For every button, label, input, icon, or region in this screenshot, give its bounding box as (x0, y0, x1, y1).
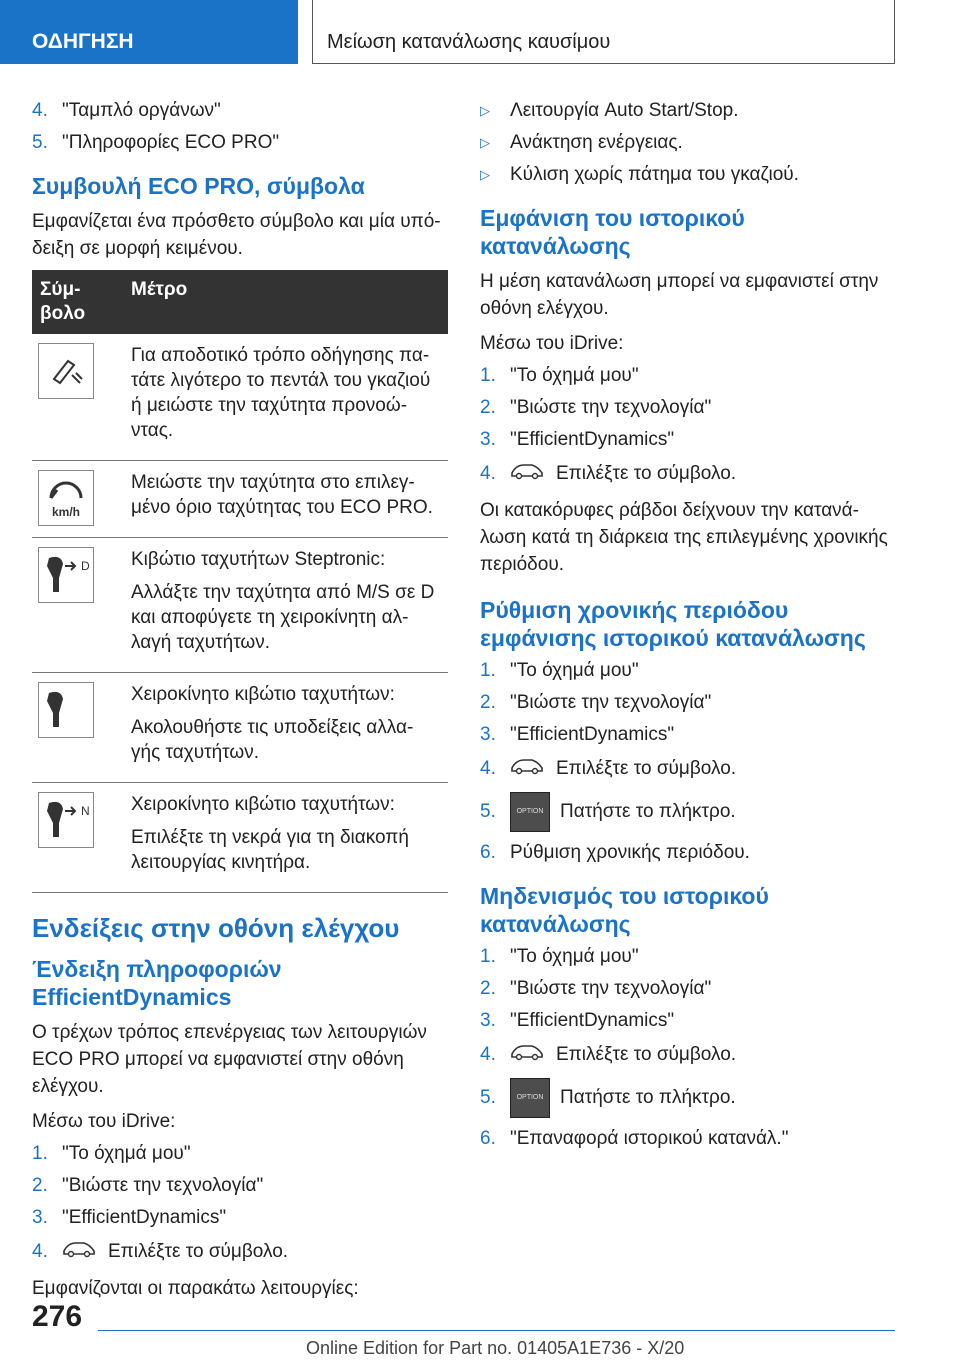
table-row (32, 538, 448, 673)
steps-list-reset (480, 946, 896, 1150)
list-item (480, 756, 896, 782)
paragraph-via-right: Μέσω του iDrive: (480, 333, 624, 354)
chapter-title: Μείωση κατανάλωσης καυσίμου (312, 0, 895, 64)
step-number: 4. (480, 1044, 496, 1065)
step-text: "EfficientDynamics" (510, 429, 675, 450)
measure-text: Ακολουθήστε τις υποδείξεις αλλα-γής ταχυτήτων. (131, 717, 414, 763)
step-number: 3. (480, 429, 496, 450)
list-item (480, 1128, 896, 1150)
list-item (32, 100, 448, 122)
list-item (480, 724, 896, 746)
step-text: "Βιώστε την τεχνολογία" (510, 397, 712, 418)
measure-text: Για αποδοτικό τρόπο οδήγησης πα-τάτε λιγότερο το πεντάλ του γκαζιού ή μειώστε την ταχύτητα προνοώ-ντας. (131, 345, 431, 441)
step-text: "Βιώστε την τεχνολογία" (510, 692, 712, 713)
section-tab: ΟΔΗΓΗΣΗ (0, 0, 298, 64)
measure-text: Μειώστε την ταχύτητα στο επιλεγ-μένο όριο ταχύτητας του ECO PRO. (131, 472, 433, 518)
list-item (32, 1239, 448, 1265)
paragraph-via: Μέσω του iDrive: (32, 1111, 176, 1132)
bullet-item (480, 100, 896, 122)
paragraph-info: Ο τρέχων τρόπος επενέργειας των λειτουργιών ECO PRO μπορεί να εμφανιστεί στην οθόνη ελέγχου. (32, 1022, 427, 1097)
step-number: 5. (32, 132, 48, 153)
step-text: "EfficientDynamics" (62, 1207, 227, 1228)
list-item (480, 692, 896, 714)
list-item (32, 1207, 448, 1229)
step-number: 4. (480, 758, 496, 779)
gear-shift-icon (38, 682, 94, 738)
step-text: Ρύθμιση χρονικής περιόδου. (510, 842, 750, 863)
list-item (480, 461, 896, 487)
table-row (32, 783, 448, 893)
list-item (32, 132, 448, 154)
step-number: 2. (32, 1175, 48, 1196)
step-number: 2. (480, 397, 496, 418)
list-item (480, 1042, 896, 1068)
page-number: 276 (32, 1300, 83, 1333)
car-icon (510, 756, 544, 782)
step-text: "Το όχημά μου" (62, 1143, 191, 1164)
gear-label: N (81, 804, 90, 818)
step-text: Επιλέξτε το σύμβολο. (556, 463, 737, 484)
gear-label: D (81, 559, 90, 573)
steps-list-period (480, 660, 896, 864)
step-text: "EfficientDynamics" (510, 1010, 675, 1031)
bullet-item (480, 132, 896, 154)
list-item (480, 397, 896, 419)
bullet-text: Ανάκτηση ενέργειας. (510, 132, 683, 153)
right-column (480, 100, 896, 1160)
step-number: 3. (32, 1207, 48, 1228)
step-number: 3. (480, 724, 496, 745)
car-icon (510, 461, 544, 487)
heading-reset: Μηδενισμός του ιστορικού κατανάλωσης (480, 883, 769, 937)
step-text: "Ταμπλό οργάνων" (62, 100, 221, 121)
list-item (480, 792, 896, 832)
step-number: 2. (480, 692, 496, 713)
symbols-table (32, 270, 448, 893)
footer-edition: Online Edition for Part no. 01405A1E736 - X/20 (306, 1338, 685, 1358)
heading-symbols: Συμβουλή ECO PRO, σύμβολα (32, 173, 365, 199)
step-text: Επιλέξτε το σύμβολο. (556, 1044, 737, 1065)
heading-info: Ένδειξη πληροφοριών EfficientDynamics (32, 956, 282, 1010)
list-item (480, 1010, 896, 1032)
list-item (480, 660, 896, 682)
step-number: 5. (480, 801, 496, 822)
heading-display: Ενδείξεις στην οθόνη ελέγχου (32, 913, 400, 943)
list-item (480, 946, 896, 968)
measure-text: Κιβώτιο ταχυτήτων Steptronic: (131, 549, 386, 570)
step-text: Πατήστε το πλήκτρο. (560, 1087, 736, 1108)
car-icon (510, 1042, 544, 1068)
table-row (32, 673, 448, 783)
heading-history: Εμφάνιση του ιστορικού κατανάλωσης (480, 205, 745, 259)
speedometer-icon (38, 470, 94, 526)
footer-divider (98, 1330, 895, 1331)
measure-text: Επιλέξτε τη νεκρά για τη διακοπή λειτουργίας κινητήρα. (131, 827, 409, 873)
paragraph-history: Η μέση κατανάλωση μπορεί να εμφανιστεί στην οθόνη ελέγχου. (480, 271, 879, 319)
step-number: 4. (480, 463, 496, 484)
gear-shift-n-icon (38, 792, 94, 848)
triangle-bullet-icon: ▷ (480, 135, 490, 150)
heading-period: Ρύθμιση χρονικής περιόδου εμφάνισης ιστορικού κατανάλωσης (480, 597, 866, 651)
triangle-bullet-icon: ▷ (480, 167, 490, 182)
step-text: "Βιώστε την τεχνολογία" (62, 1175, 264, 1196)
gear-shift-d-icon (38, 547, 94, 603)
measure-text: Αλλάξτε την ταχύτητα από M/S σε D και αποφύγετε τη χειροκίνητη αλ-λαγή ταχυτήτων. (131, 582, 435, 653)
step-number: 4. (32, 1241, 48, 1262)
measure-text: Χειροκίνητο κιβώτιο ταχυτήτων: (131, 684, 395, 705)
list-item (480, 429, 896, 451)
option-button-icon: OPTION (510, 1078, 550, 1118)
steps-list-history (480, 365, 896, 487)
paragraph-bars: Οι κατακόρυφες ράβδοι δείχνουν την κατανά-λωση κατά τη διάρκεια της επιλεγμένης χρονικής περιόδου. (480, 500, 888, 575)
list-item (480, 1078, 896, 1118)
pedal-icon (38, 343, 94, 399)
table-header-measure: Μέτρο (123, 270, 448, 334)
step-text: Επιλέξτε το σύμβολο. (556, 758, 737, 779)
paragraph-functions: Εμφανίζονται οι παρακάτω λειτουργίες: (32, 1278, 359, 1299)
list-item (480, 842, 896, 864)
list-item (480, 978, 896, 1000)
bullet-item (480, 164, 896, 186)
triangle-bullet-icon: ▷ (480, 103, 490, 118)
steps-list (32, 1143, 448, 1265)
step-number: 1. (480, 946, 496, 967)
top-list (32, 100, 448, 154)
list-item (480, 365, 896, 387)
step-text: "Βιώστε την τεχνολογία" (510, 978, 712, 999)
list-item (32, 1175, 448, 1197)
speed-unit-label: km/h (51, 505, 81, 519)
step-number: 3. (480, 1010, 496, 1031)
bullet-text: Λειτουργία Auto Start/Stop. (510, 100, 739, 121)
step-number: 5. (480, 1087, 496, 1108)
bullet-list (480, 100, 896, 186)
step-number: 6. (480, 842, 496, 863)
step-text: "Το όχημά μου" (510, 365, 639, 386)
step-text: "Πληροφορίες ECO PRO" (62, 132, 280, 153)
step-text: Επιλέξτε το σύμβολο. (108, 1241, 289, 1262)
paragraph-symbols: Εμφανίζεται ένα πρόσθετο σύμβολο και μία υπό-δειξη σε μορφή κειμένου. (32, 211, 441, 259)
step-text: Πατήστε το πλήκτρο. (560, 801, 736, 822)
list-item (32, 1143, 448, 1165)
step-number: 2. (480, 978, 496, 999)
step-text: "EfficientDynamics" (510, 724, 675, 745)
step-number: 6. (480, 1128, 496, 1149)
step-number: 1. (32, 1143, 48, 1164)
measure-text: Χειροκίνητο κιβώτιο ταχυτήτων: (131, 794, 395, 815)
step-text: "Το όχημά μου" (510, 660, 639, 681)
option-button-icon: OPTION (510, 792, 550, 832)
step-number: 1. (480, 365, 496, 386)
left-column (32, 100, 448, 1310)
step-number: 4. (32, 100, 48, 121)
step-text: "Το όχημά μου" (510, 946, 639, 967)
step-text: "Επαναφορά ιστορικού κατανάλ." (510, 1128, 789, 1149)
step-number: 1. (480, 660, 496, 681)
bullet-text: Κύλιση χωρίς πάτημα του γκαζιού. (510, 164, 799, 185)
car-icon (62, 1239, 96, 1265)
table-header-symbol: Σύμ-βολο (32, 270, 123, 334)
table-row (32, 334, 448, 461)
table-row (32, 461, 448, 538)
